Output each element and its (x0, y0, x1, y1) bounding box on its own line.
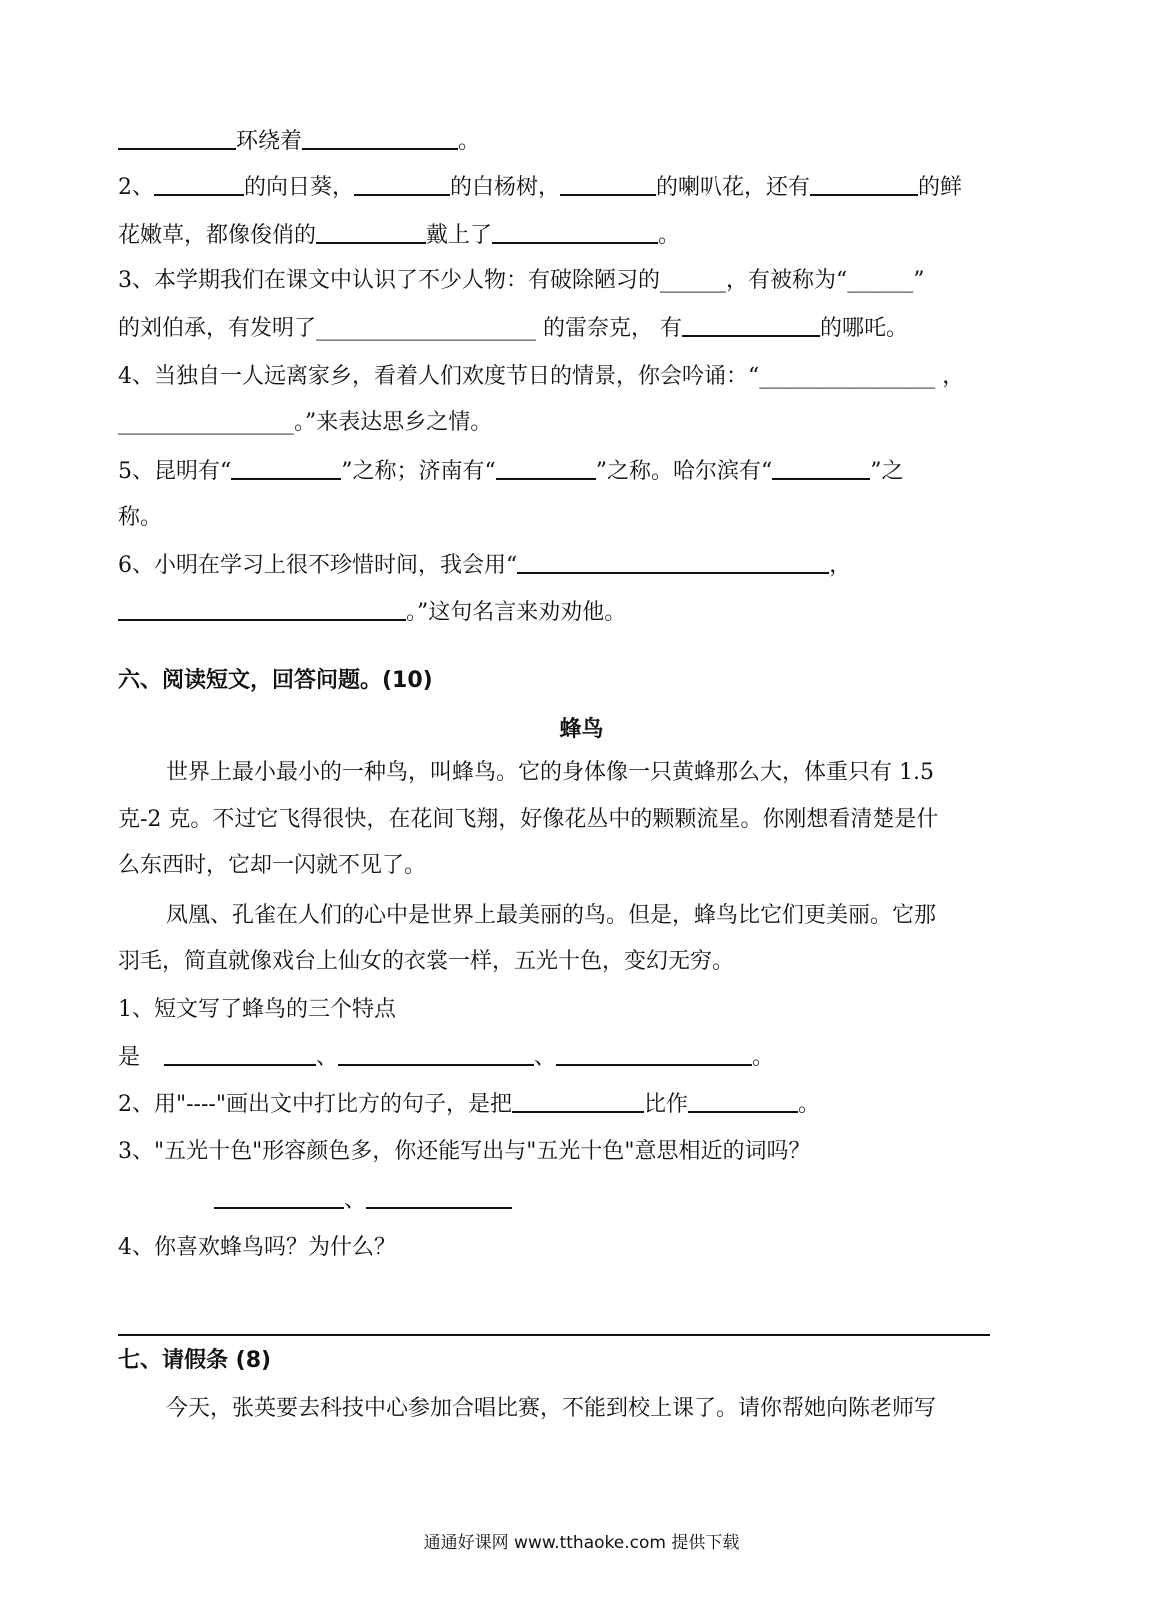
question-4: 4、当独自一人远离家乡，看着人们欢度节日的情景，你会吟诵：“________________ ， (118, 364, 965, 389)
question-5-cont: 称。 (118, 505, 163, 530)
question-6-cont: 。”这句名言来劝劝他。 (118, 597, 1053, 627)
reading-q1: 1、短文写了蜂鸟的三个特点 (118, 997, 396, 1022)
blank[interactable] (517, 550, 829, 574)
blank[interactable] (231, 456, 341, 480)
answer-line[interactable] (118, 1334, 990, 1336)
blank[interactable] (688, 1089, 798, 1113)
passage-p1-line3: 么东西时，它却一闪就不见了。 (118, 853, 427, 878)
blank[interactable] (682, 313, 820, 337)
question-6: 6、小明在学习上很不珍惜时间，我会用“ ， (118, 550, 1053, 580)
blank[interactable] (556, 1042, 752, 1066)
blank[interactable] (492, 220, 658, 244)
blank[interactable] (810, 172, 918, 196)
blank[interactable] (118, 597, 406, 621)
blank[interactable] (316, 220, 426, 244)
reading-q3: 3、"五光十色"形容颜色多，你还能写出与"五光十色"意思相近的词吗？ (118, 1139, 811, 1164)
passage-title: 蜂鸟 (559, 717, 604, 742)
question-3: 3、本学期我们在课文中认识了不少人物：有破除陋习的______，有被称为“______” (118, 268, 925, 293)
blank[interactable] (154, 172, 244, 196)
section-7-heading: 七、请假条 (8) (118, 1348, 272, 1373)
reading-q1-answer: 是 、 、 。 (118, 1042, 1053, 1072)
blank[interactable] (302, 126, 458, 150)
fill-line-1: 环绕着 。 (118, 126, 1053, 156)
question-2-cont: 花嫩草，都像俊俏的 戴上了 。 (118, 220, 1053, 250)
blank[interactable] (496, 456, 596, 480)
blank[interactable] (354, 172, 450, 196)
footer-watermark: 通通好课网 www.tthaoke.com 提供下载 (423, 1533, 740, 1553)
question-4-cont: ________________。”来表达思乡之情。 (118, 410, 493, 435)
passage-p1-line1: 世界上最小最小的一种鸟，叫蜂鸟。它的身体像一只黄蜂那么大，体重只有 1.5 (166, 760, 934, 785)
question-5: 5、昆明有“ ”之称；济南有“ ”之称。哈尔滨有“ ”之 (118, 456, 1053, 486)
section-7-prompt: 今天，张英要去科技中心参加合唱比赛，不能到校上课了。请你帮她向陈老师写 (166, 1396, 937, 1421)
section-6-heading: 六、阅读短文，回答问题。(10) (118, 668, 433, 693)
question-3-cont: 的刘伯承，有发明了____________________ 的雷奈克， 有 的哪吒。 (118, 313, 1053, 343)
reading-q2: 2、用"----"画出文中打比方的句子，是把 比作 。 (118, 1089, 1053, 1119)
blank[interactable] (512, 1089, 644, 1113)
blank[interactable] (772, 456, 870, 480)
reading-q3-answer: 、 (118, 1185, 1053, 1215)
blank[interactable] (118, 126, 236, 150)
blank[interactable] (338, 1042, 534, 1066)
blank[interactable] (164, 1042, 316, 1066)
blank[interactable] (560, 172, 656, 196)
passage-p1-line2: 克-2 克。不过它飞得很快，在花间飞翔，好像花丛中的颗颗流星。你刚想看清楚是什 (118, 807, 939, 832)
passage-p2-line2: 羽毛，简直就像戏台上仙女的衣裳一样，五光十色，变幻无穷。 (118, 949, 735, 974)
reading-q4: 4、你喜欢蜂鸟吗？为什么？ (118, 1235, 396, 1260)
blank[interactable] (366, 1185, 512, 1209)
blank[interactable] (214, 1185, 344, 1209)
passage-p2-line1: 凤凰、孔雀在人们的心中是世界上最美丽的鸟。但是，蜂鸟比它们更美丽。它那 (166, 903, 937, 928)
question-2: 2、 的向日葵， 的白杨树， 的喇叭花，还有 的鲜 (118, 172, 1053, 202)
